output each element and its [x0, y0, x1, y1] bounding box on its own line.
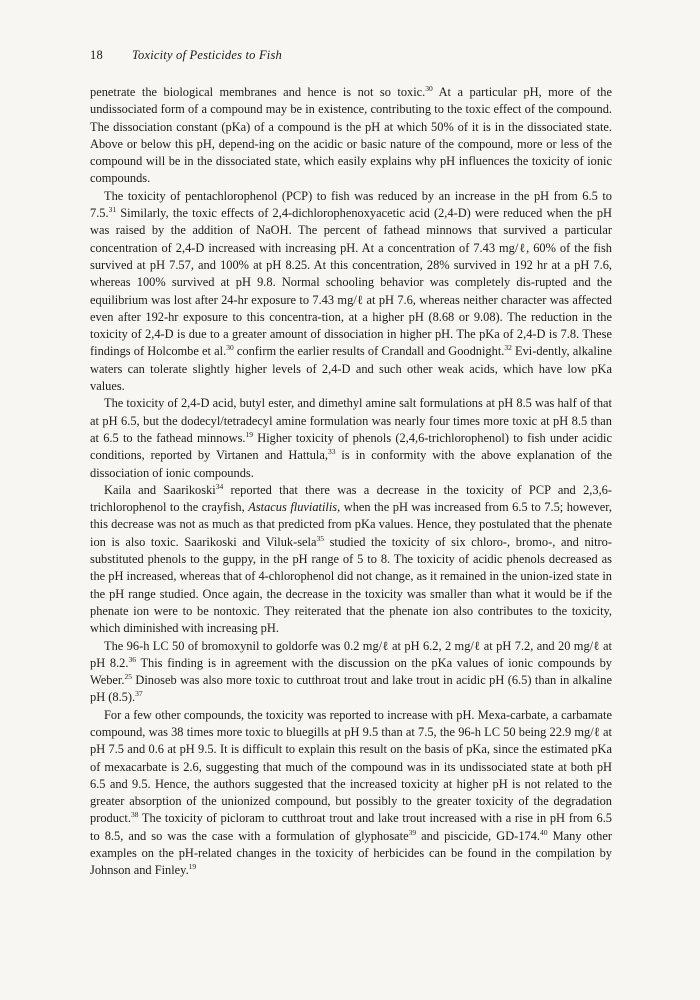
citation-ref: 32 [504, 343, 512, 353]
citation-ref: 40 [540, 827, 548, 837]
text-run: studied the toxicity of six chloro-, bromo-, and nitro-substituted phenols to the guppy, in the pH range of 5 to 8. The toxicity of acidic phenols decreased as the pH increased, whereas that of 4-chlorophenol did not change, as it remained in the union-ized state in the pH range studied. Once again, the decrease in the toxicity was smaller than what it would be if the phenate ion were to be nontoxic. They reiterated that the phenate ion also contributes to the toxicity, which diminished with increasing pH. [90, 534, 612, 636]
text-run: At a particular pH, more of the undissociated form of a compound may be in existence, contributing to the toxic effect of the compound. The dissociation constant (pKa) of a compound is the pH at which 50% of it is in the dissociated state. Above or below this pH, depend-ing on the acidic or basic nature of the compound, more or less of the compound will be in the dissociated state, which easily explains why pH influences the toxicity of ionic compounds. [90, 85, 612, 186]
species-name: Astacus fluviatilis, [248, 500, 341, 515]
citation-ref: 33 [327, 447, 336, 457]
text-run: reported that there was a decrease in the toxicity of PCP and 2,3,6-trichlorophenol to the crayfish, [90, 482, 612, 515]
paragraph-5 [90, 638, 612, 707]
text-run: Dinoseb was also more toxic to cutthroat trout and lake trout in acidic pH (6.5) than in alkaline pH (8.5). [90, 673, 612, 705]
running-title: Toxicity of Pesticides to Fish [132, 48, 282, 62]
citation-ref: 39 [408, 827, 417, 837]
text-run: Evi-dently, alkaline waters can tolerate slightly higher levels of 2,4-D and such other weak acids, which have low pKa values. [90, 344, 613, 394]
text-run: is in conformity with the above explanation of the dissociation of ionic compounds. [90, 448, 612, 480]
body-text [90, 84, 612, 880]
text-run: This finding is in agreement with the discussion on the pKa values of ionic compounds by Weber. [90, 655, 612, 688]
paragraph-6 [90, 707, 612, 880]
text-run: For a few other compounds, the toxicity was reported to increase with pH. Mexa-carbate, a carbamate compound, was 38 times more toxic to bluegills at pH 9.5 than at 7.5, the 96-h LC 50 being 22.9 mg/ℓ at pH 7.5 and 0.6 at pH 9.5. It is difficult to explain this result on the basis of pKa, since the estimated pKa of mexacarbate is 2.6, suggesting that much of the compound was in its undissociated state at both pH 6.5 and 9.5. Hence, the authors suggested that the increased toxicity at higher pH is not related to the greater absorption of the unionized compound, but possibly to the greater toxicity of the degradation product. [90, 707, 612, 826]
paragraph-2 [90, 188, 612, 396]
text-run: penetrate the biological membranes and hence is not so toxic. [90, 85, 426, 99]
text-run: confirm the earlier results of Crandall and Goodnight. [233, 344, 505, 359]
paragraph-3 [90, 395, 612, 481]
citation-ref: 34 [215, 481, 224, 491]
citation-ref: 19 [188, 862, 197, 872]
page-number: 18 [90, 48, 103, 62]
text-run: Similarly, the toxic effects of 2,4-dichlorophenoxyacetic acid (2,4-D) were reduced when the pH was raised by the addition of NaOH. The percent of fathead minnows that survived a particular concentration of 2,4-D increased with increasing pH. At a concentration of 7.43 mg/ℓ, 60% of the fish survived at pH 7.57, and 100% at pH 8.25. At this concentration, 28% survived in 192 hr at a pH 7.6, whereas 100% survived at pH 9.8. Normal schooling behavior was completely dis-rupted and the equilibrium was lost after 24-hr exposure to 7.43 mg/ℓ at pH 7.6, whereas neither character was affected even after 192-hr exposure to this concentra-tion, at a higher pH (8.68 or 9.08). The reduction in the toxicity of 2,4-D is due to a greater amount of dissociation in higher pH. The pKa of 2,4-D is 7.8. These findings of Holcombe et al. [90, 206, 612, 359]
citation-ref: 37 [135, 689, 143, 699]
text-run: Kaila and Saarikoski [104, 482, 216, 497]
citation-ref: 36 [128, 654, 136, 664]
citation-ref: 38 [130, 810, 139, 820]
paragraph-1 [90, 84, 612, 188]
citation-ref: 30 [425, 84, 433, 93]
text-run: The toxicity of pentachlorophenol (PCP) to fish was reduced by an increase in the pH from 6.5 to 7.5. [90, 188, 612, 221]
text-run: Many other examples on the pH-related changes in the toxicity of herbicides can be found in the compilation by Johnson and Finley. [90, 828, 612, 878]
citation-ref: 35 [316, 533, 324, 543]
text-run: The 96-h LC 50 of bromoxynil to goldorfe was 0.2 mg/ℓ at pH 6.2, 2 mg/ℓ at pH 7.2, and 20 mg/ℓ at pH 8.2. [90, 638, 612, 670]
paragraph-4 [90, 482, 612, 638]
text-run: and piscicide, GD-174. [416, 828, 540, 843]
citation-ref: 31 [108, 205, 117, 215]
running-header [90, 48, 282, 63]
citation-ref: 25 [124, 672, 132, 682]
citation-ref: 30 [226, 343, 234, 353]
text-run: when the pH was increased from 6.5 to 7.5; however, this decrease was not as much as that predicted from pKa values. Hence, they postulated that the phenate ion is also toxic. Saarikoski and Viluk-sela [90, 500, 612, 549]
text-run: The toxicity of 2,4-D acid, butyl ester, and dimethyl amine salt formulations at pH 8.5 was half of that at pH 6.5, but the dodecyl/tetradecyl amine formulation was nearly four times more toxic at pH 8.5 than at 6.5 to the fathead minnows. [90, 396, 612, 445]
text-run: The toxicity of picloram to cutthroat trout and lake trout increased with a rise in pH from 6.5 to 8.5, and so was the case with a formulation of glyphosate [90, 811, 612, 843]
text-run: Higher toxicity of phenols (2,4,6-trichlorophenol) to fish under acidic conditions, reported by Virtanen and Hattula, [90, 430, 612, 463]
citation-ref: 19 [245, 429, 253, 439]
